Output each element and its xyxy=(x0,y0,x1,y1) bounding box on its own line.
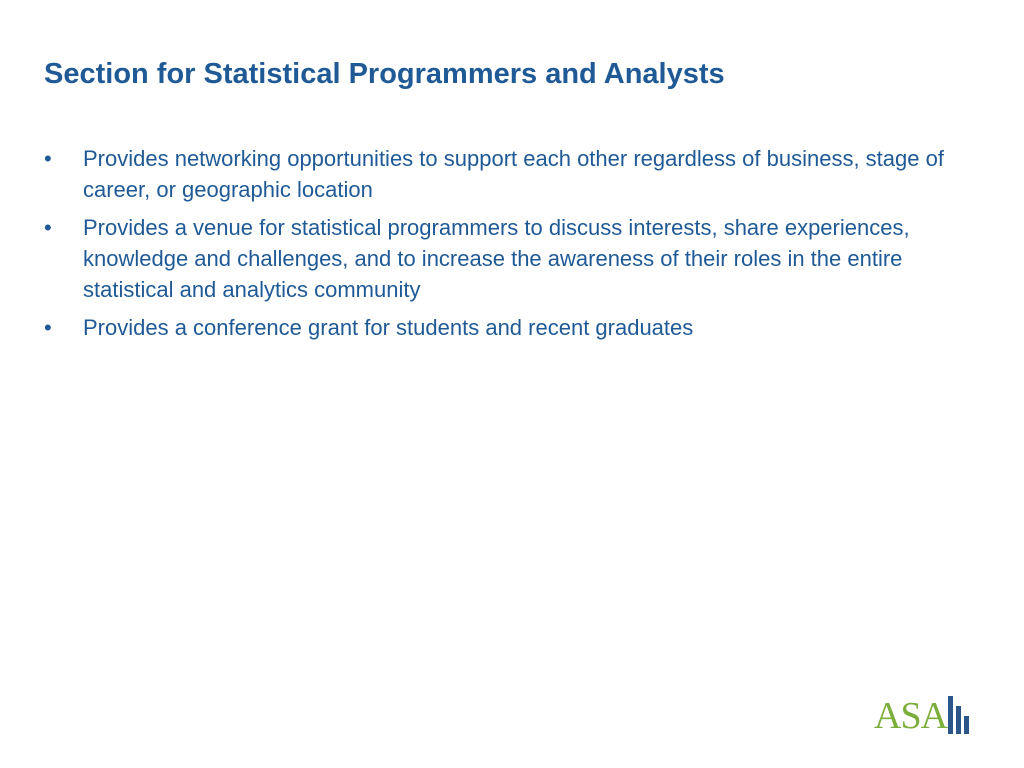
bullet-item xyxy=(44,143,994,205)
bullet-item xyxy=(44,212,994,305)
asa-logo xyxy=(874,692,976,738)
bar-chart-icon xyxy=(947,696,973,734)
bullet-item xyxy=(44,312,994,343)
bullet-text: Provides a conference grant for students and recent graduates xyxy=(83,315,694,340)
bullet-text: Provides a venue for statistical programmers to discuss interests, share experiences, knowledge and challenges, and to increase the awareness of their roles in the entire statistical and analytics community xyxy=(83,215,910,302)
bullet-marker: • xyxy=(44,146,52,171)
bullet-marker: • xyxy=(44,315,52,340)
slide-title: Section for Statistical Programmers and Analysts xyxy=(44,58,725,90)
bullet-list xyxy=(44,143,994,350)
bullet-text: Provides networking opportunities to support each other regardless of business, stage of career, or geographic location xyxy=(83,146,944,202)
asa-logo-text: ASA xyxy=(874,695,948,737)
bullet-marker: • xyxy=(44,215,52,240)
